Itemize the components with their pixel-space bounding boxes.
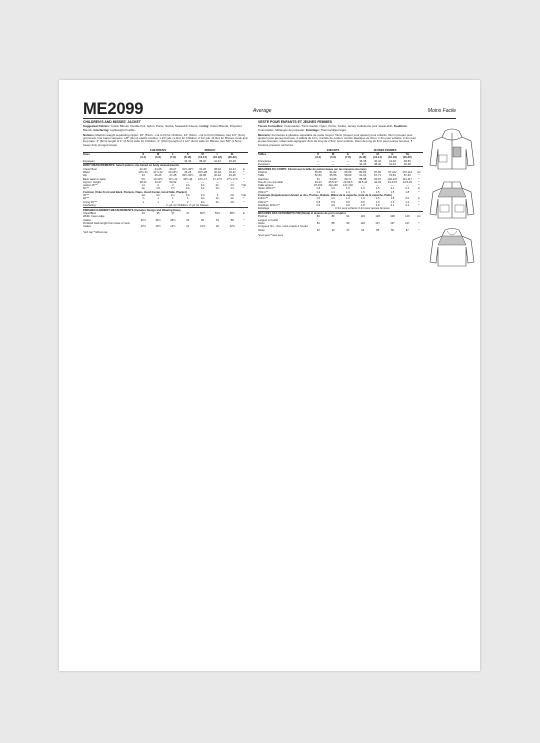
french-sizes-row: Françaises — — — 36-38 40-42 44-46 48-50 (258, 159, 411, 163)
french-fabrics: Tissus Conseillés: Cotonnades, Tricot double, Nylon, Ponte, Scuba, Jersey molletonné pour sweat-shirt. Doublure: Cotonnades, Mélanges de polyester. Entoilage: Thermocollant léger. (258, 124, 408, 132)
contrast-row: 150cm** 0.8 0.9 0.9 0.9 1.0 1.2 1.2 * (258, 200, 420, 204)
difficulty-level-french: Moins Facile (427, 108, 456, 114)
body-measurement-row: Waist 20½-21 21½-22 23-23½ 24-25 26½-28 30-32 34-37 * (83, 171, 245, 174)
size-sub-row: (3-4) (5-6) (7-8) (8-10) (12-14) (16-18) (20-22) (140, 156, 237, 160)
french-column (258, 121, 423, 237)
english-notions: Notions: Medium-weight separating zipper: 20" (51cm - cut to fit) for Children, 24" (61cm - cut to fit) for Misses, four 1/2" (1cm) grommets, four barrel stoppers, 1/8" (3mm) elastic cording: 1 1/2 yds. (1.4m) for Children, 2 1/2 yds. (2.3m) for Misses, hook and loop tape: 3" (8cm) length of 1" (2.5cm) wide for Children, 4" (10cm) length of 1 1/2" (4cm) wide for Misses, five 5/8" (1.5cm) heavy duty pronged snaps. (83, 132, 248, 147)
french-size-chart (258, 149, 423, 232)
group-misses: JEUNES FEMMES (355, 149, 414, 153)
finished-measurement-row: Poitrine 84 89 94 119 128 138 149 cm (258, 215, 421, 219)
body-measurement-row: Hanches 61 64-66 69-71 85-88 92-97 102-107 112-117 * (258, 177, 420, 181)
size-row: Sizes S M L S M L XL (83, 152, 235, 156)
contrast-row: 45"** 1⅛ 1¼ 1¼ 1⅜ 1⅝ 2 2⅛ Yds. (83, 194, 247, 198)
jacket-front-sketch (427, 127, 477, 173)
group-children: ENFANTS (311, 149, 356, 153)
header-bar (83, 101, 456, 119)
finished-measurement-row: Longueur fini – dos, votre exquis à l'ourlet (258, 225, 308, 229)
group-misses: MISSES' (180, 149, 239, 153)
contrast-row: Doublure 115cm** 0.9 0.9 0.9 1.8 1.9 2.1 2.2 * (258, 203, 420, 207)
finished-measurement-row: Veste 32 34 37 53 55 56 57 * (258, 228, 420, 232)
finished-measurement-row: Finished back length from base of neck (83, 222, 130, 226)
contrast-title: Contraste (Empiècement devant et dos, Poches, Rabats, Milieu de la capuche, Côté de la capuche, Patte) (258, 194, 392, 198)
european-row: European — — — 34-36 38-40 42-44 46-48 (83, 159, 236, 163)
contrast-title: Contrast (Yoke Front and Back, Pockets, Flaps, Hood Center, Hood Side, Placket) (83, 190, 187, 194)
english-column (83, 121, 248, 234)
english-title: CHILDREN'S AND MISSES' JACKET (83, 120, 141, 124)
finished-measurement-row: Largeur à l'ourlet (258, 218, 279, 222)
yardage-row: Veste 115cm** 1.8 1.9 1.9 1.3 1.5 2.1 2.4 m (258, 187, 420, 191)
body-measurements-title: BODY MEASUREMENTS: Select pattern size based on body measurements (83, 163, 248, 167)
contrast-row: Lining 45"** 1 1 1 2 2⅛ 2¼ 2⅜ * (83, 200, 245, 204)
body-measurement-row: Taille approx. 97-104 112-119 127-132 — — — — * (258, 184, 420, 188)
jacket-back-sketch (427, 227, 477, 269)
body-measurement-row: Taille 52-53 55-56 58-60 61-64 67-71 76-81 87-94 * (258, 174, 420, 178)
sizes-label: Sizes (83, 152, 90, 156)
body-measurement-row: Poitrine 56-58 61-62 66-69 80-83 87-92 97-102 107-112 cm (258, 171, 421, 174)
finished-measurements-title: FINISHED GARMENT MEASUREMENTS (Includes Design and Wearing Ease) (83, 208, 248, 212)
french-notions: Mercerie: Fermeture à glissière séparable de poids moyen: 51cm (couper pour ajuster) pour enfants, 61cm (couper pour ajuster) pour jeunes femmes, 4 œillets de 1cm, 4 arrêts de cordon, cordon élastique de 3mm: 1.4m pour enfants, 2.3m pour jeunes femmes, ruban auto-agrippant: 8cm de long de 2,5cm pour enfants, 10cm de long de 4cm pour jeunes femmes, 5 boutons-pression renforcés. (258, 132, 417, 147)
pattern-number: ME2099 (83, 100, 144, 118)
body-measurements-title: MESURES DU CORPS: Choisissez la taille du patron basée sur les mesures du corps (258, 167, 423, 171)
contrast-row: Interfacing ¼ yd. for Children; ⅜ yd. for Misses. (83, 203, 210, 207)
english-fabrics: Suggested Fabrics: Cotton Blends, Double Knit, Nylon, Ponte, Scuba, Sweatshirt Fleece. Lining: Cotton Blends, Polyester Blends. Interfacing: Lightweight Fusible. (83, 124, 242, 132)
european-row: Européen — — — 34-36 38-40 42-44 46-48 (258, 162, 411, 166)
finished-measurements-title: MESURES DES VÊTEMENTS FINI (Modèl et aisance de port compris) (258, 211, 423, 215)
body-measurement-row: Chest/ Bust 22-23 24-25 26-27 31½-32½ 34-36 38-40 42-44 in (83, 167, 245, 171)
english-size-chart (83, 149, 248, 229)
technical-sketches (427, 127, 477, 275)
difficulty-level-english: Average (253, 108, 272, 114)
finished-measurement-row: Chest/Bust 33 35 37 47 50½ 54½ 58½ in (83, 212, 245, 216)
yardage-row: Jacket 45"** 1⅞ 2 2 1⅜ 1⅝ 2¼ 2⅝ Yds. (83, 184, 247, 188)
size-sub-row: (3-4) (5-6) (7-8) (8-10) (12-14) (16-18) (20-22) (315, 156, 412, 160)
pattern-envelope-back (59, 80, 480, 671)
finished-measurement-row: Width, lower edge (83, 215, 105, 219)
yardage-row: 60"** 1¼ 1⅜ 1½ 1⅝ 1⅝ 1⅝ 1⅞ * (83, 187, 245, 191)
yardage-row: 150cm** 1.2 1.3 1.4 1.5 1.5 1.5 1.8 * (258, 190, 420, 194)
contrast-row: 115cm** 1.0 1.2 1.2 1.3 1.5 1.8 2.0 m (258, 197, 420, 201)
english-footnote: *with nap **without nap (83, 230, 108, 234)
french-title: VESTE POUR ENFANTS ET JEUNES FEMMES (258, 120, 332, 124)
body-measurement-row: Approx. Height 38-41 44-47 50-52 — — — — * (83, 180, 245, 184)
finished-measurement-row: Jacket 12½ 13½ 14½ 21 21½ 22 22½ * (83, 225, 245, 229)
french-footnote: *avec sens **sans sens (258, 233, 283, 237)
body-measurement-row: Hip 24 25-26 27-28 33½-34½ 36-38 40-42 44-46 * (83, 174, 245, 178)
contrast-row: 60"** ⅞ 1 1 1 1⅛ 1¼ 1¼ * (83, 197, 245, 201)
jacket-view-b-sketch (427, 179, 477, 221)
contrast-row: Entoilage 0.3m pour enfants; 0.4m pour jeunes femmes. (258, 207, 391, 211)
body-measurement-row: Dos de cou à la taille 23-24 25.5-27 29-30.5 39.5-41 42-43 43-44.5 44.5-45 * (258, 180, 420, 184)
finished-measurement-row: Veste 83 88 93 118 127 137 147 * (258, 222, 420, 226)
size-row: Tailles P M G P M G TG (258, 152, 410, 156)
group-children: CHILDREN'S (136, 149, 181, 153)
body-measurement-row: Back waist to waist 9½ 10-10½ 11½-12 15½-16 16½-17 17-17½ 17½-17¾ * (83, 177, 245, 181)
finished-measurement-row: Jacket 32½ 34½ 36½ 46 50 54 58 * (83, 218, 245, 222)
